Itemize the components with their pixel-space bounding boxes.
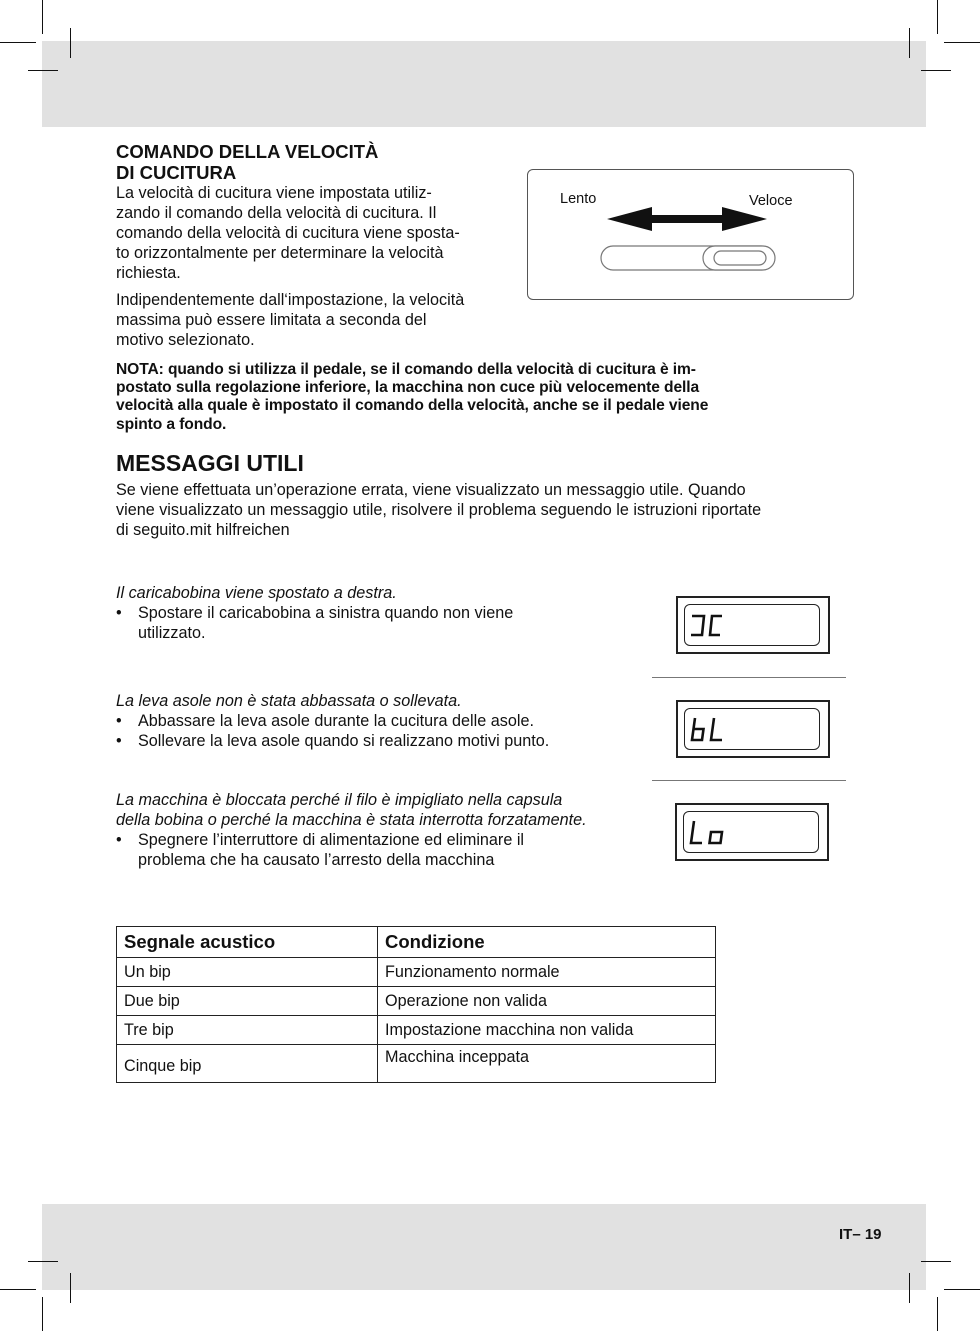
bullet-icon: • (116, 732, 122, 750)
speed-paragraph-1: La velocità di cucitura viene impostata utiliz- zando il comando della velocità di cucitura. Il comando della velocità di cucitura viene sposta- to orizzontalmente per determinare la velocità richiesta. (116, 184, 460, 282)
table-row: Cinque bip Macchina inceppata (117, 1045, 716, 1083)
lcd-code-bl-icon (686, 710, 746, 750)
message-cause: Il caricabobina viene spostato a destra. (116, 584, 397, 602)
footer-band (42, 1204, 926, 1290)
bullet-icon: • (116, 604, 122, 622)
lcd-code-lo-icon (685, 813, 745, 853)
messages-section-title: MESSAGGI UTILI (116, 450, 304, 476)
double-arrow-icon (527, 169, 854, 300)
lcd-display-bl (676, 700, 830, 758)
separator (652, 780, 846, 781)
lcd-display-lo (675, 803, 829, 861)
page-number: IT– 19 (839, 1226, 882, 1243)
bullet-icon: • (116, 712, 122, 730)
table-row: Tre bip Impostazione macchina non valida (117, 1016, 716, 1045)
lcd-code-jc-icon (686, 606, 746, 646)
table-row: Un bip Funzionamento normale (117, 958, 716, 987)
table-row: Due bip Operazione non valida (117, 987, 716, 1016)
header-signal: Segnale acustico (117, 927, 378, 958)
lcd-display-jc (676, 596, 830, 654)
header-band (42, 41, 926, 127)
speed-section-title: COMANDO DELLA VELOCITÀ DI CUCITURA (116, 141, 379, 183)
message-cause: La macchina è bloccata perché il filo è impigliato nella capsula della bobina o perché la macchina è stata interrotta forzatamente. (116, 791, 587, 829)
separator (652, 677, 846, 678)
beep-signal-table (116, 926, 716, 1083)
header-condition: Condizione (378, 927, 716, 958)
message-cause: La leva asole non è stata abbassata o sollevata. (116, 692, 462, 710)
table-header-row (117, 927, 716, 958)
bullet-icon: • (116, 831, 122, 849)
messages-intro: Se viene effettuata un’operazione errata, viene visualizzato un messaggio utile. Quando viene visualizzato un messaggio utile, risolvere il problema seguendo le istruzioni riportate di seguito.mit hilfreichen (116, 481, 762, 539)
speed-note: NOTA: quando si utilizza il pedale, se il comando della velocità di cucitura è im- postato sulla regolazione inferiore, la macchina non cuce più velocemente della velocità alla quale è impostato il comando della velocità, anche se il pedale viene spinto a fondo. (116, 361, 709, 433)
speed-paragraph-2: Indipendentemente dall‘impostazione, la velocità massima può essere limitata a seconda del motivo selezionato. (116, 291, 465, 349)
slow-label: Lento (560, 191, 597, 207)
speed-slider-illustration (527, 169, 854, 300)
fast-label: Veloce (749, 193, 793, 209)
